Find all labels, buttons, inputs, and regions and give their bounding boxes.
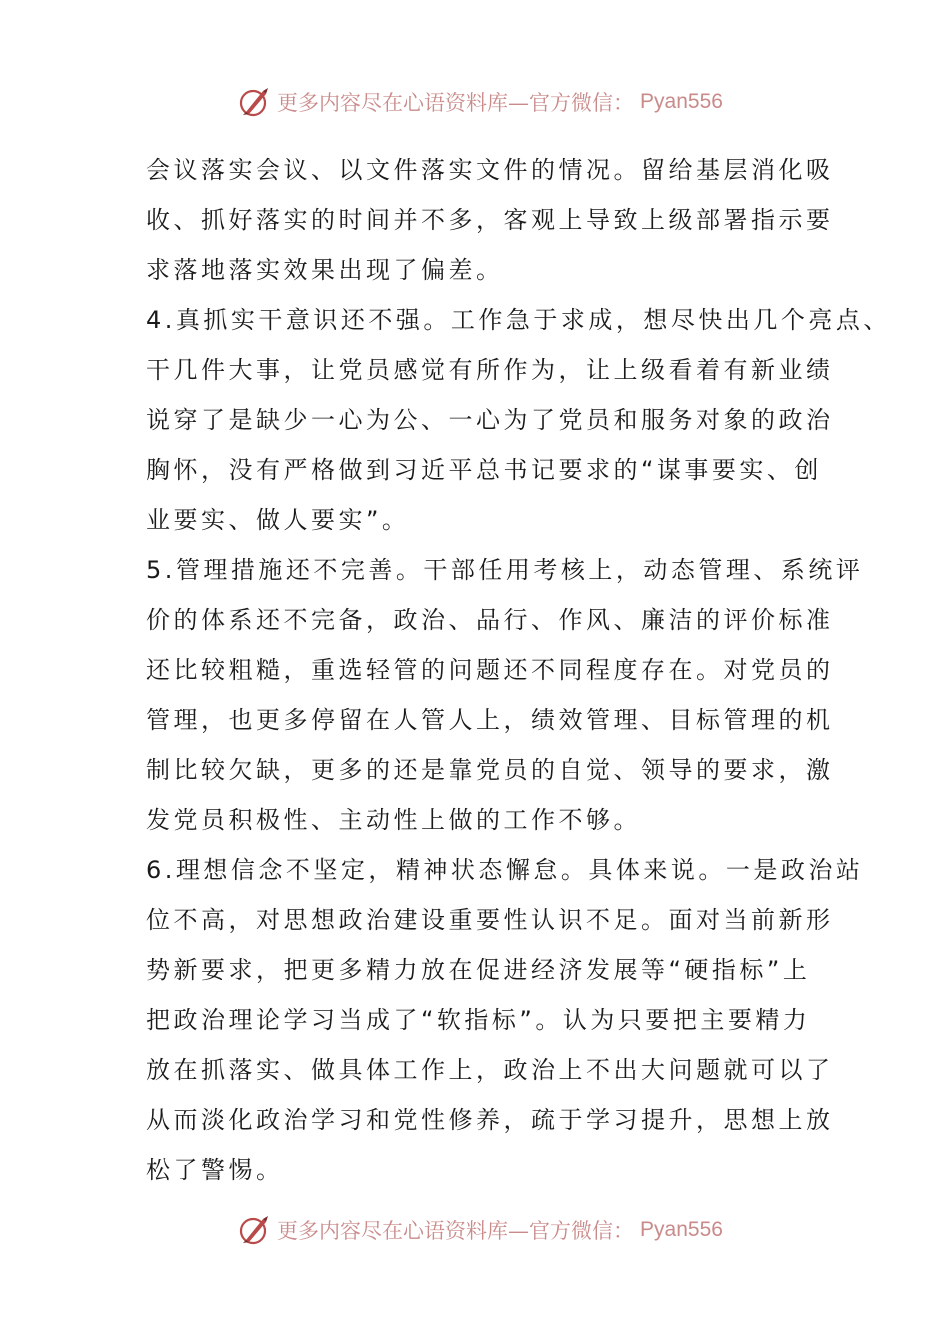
- quill-pen-logo-icon: [237, 85, 271, 119]
- banner-wechat-id: Pyan556: [640, 90, 723, 113]
- text-line: 放在抓落实、做具体工作上，政治上不出大问题就可以了: [146, 1056, 834, 1084]
- text-line: 把政治理论学习当成了“软指标”。认为只要把主要精力: [146, 1006, 811, 1034]
- text-line: 胸怀，没有严格做到习近平总书记要求的“谋事要实、创: [146, 456, 822, 484]
- banner-wechat-id: Pyan556: [640, 1218, 723, 1241]
- text-line: 还比较粗糙，重选轻管的问题还不同程度存在。对党员的: [146, 656, 834, 684]
- quill-pen-logo-icon: [237, 1213, 271, 1247]
- text-line: 6.理想信念不坚定，精神状态懈怠。具体来说。一是政治站: [146, 856, 864, 884]
- text-line: 松了警惕。: [146, 1156, 284, 1184]
- text-line: 从而淡化政治学习和党性修养，疏于学习提升，思想上放: [146, 1106, 834, 1134]
- text-line: 发党员积极性、主动性上做的工作不够。: [146, 806, 641, 834]
- text-line: 干几件大事，让党员感觉有所作为，让上级看着有新业绩: [146, 356, 834, 384]
- banner-group: [237, 85, 723, 119]
- text-line: 4.真抓实干意识还不强。工作急于求成，想尽快出几个亮点、: [146, 306, 891, 334]
- text-line: 制比较欠缺，更多的还是靠党员的自觉、领导的要求，激: [146, 756, 834, 784]
- text-line: 会议落实会议、以文件落实文件的情况。留给基层消化吸: [146, 156, 834, 184]
- header-banner: [0, 82, 950, 122]
- banner-text: 更多内容尽在心语资料库—官方微信：: [277, 1219, 635, 1243]
- text-line: 业要实、做人要实”。: [146, 506, 410, 534]
- text-line: 管理，也更多停留在人管人上，绩效管理、目标管理的机: [146, 706, 834, 734]
- text-line: 价的体系还不完备，政治、品行、作风、廉洁的评价标准: [146, 606, 834, 634]
- text-line: 5.管理措施还不完善。干部任用考核上，动态管理、系统评: [146, 556, 864, 584]
- text-line: 说穿了是缺少一心为公、一心为了党员和服务对象的政治: [146, 406, 834, 434]
- document-body: [146, 145, 891, 1195]
- banner-group: [237, 1213, 723, 1247]
- text-line: 收、抓好落实的时间并不多，客观上导致上级部署指示要: [146, 206, 834, 234]
- text-line: 位不高，对思想政治建设重要性认识不足。面对当前新形: [146, 906, 834, 934]
- text-line: 势新要求，把更多精力放在促进经济发展等“硬指标”上: [146, 956, 811, 984]
- footer-banner: [0, 1210, 950, 1250]
- banner-text: 更多内容尽在心语资料库—官方微信：: [277, 91, 635, 115]
- text-line: 求落地落实效果出现了偏差。: [146, 256, 504, 284]
